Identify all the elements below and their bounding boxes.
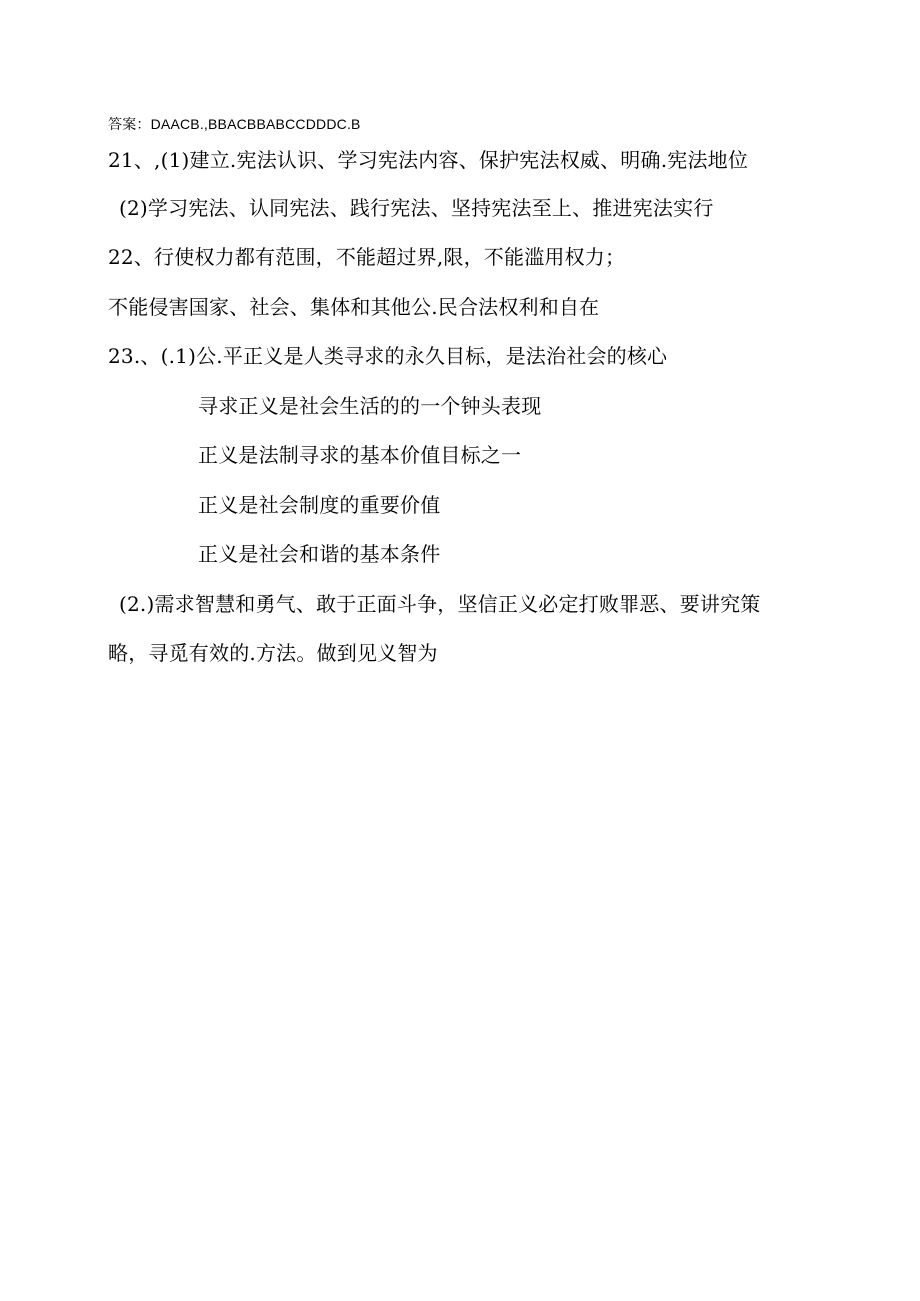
question-23-line-1: 23.、(.1)公.平正义是人类寻求的永久目标，是法治社会的核心 — [108, 344, 668, 368]
question-23-part-2-line-2: 略，寻觅有效的.方法。做到见义智为 — [108, 641, 438, 665]
question-23-point-3: 正义是社会制度的重要价值 — [198, 493, 441, 517]
question-23-point-1: 寻求正义是社会生活的的一个钟头表现 — [198, 394, 542, 418]
question-23-point-2: 正义是法制寻求的基本价值目标之一 — [198, 443, 522, 467]
question-21-line-2: (2)学习宪法、认同宪法、践行宪法、坚持宪法至上、推进宪法实行 — [119, 196, 714, 220]
question-23-part-2-line-1: (2.)需求智慧和勇气、敢于正面斗争，坚信正义必定打败罪恶、要讲究策 — [119, 592, 761, 616]
answer-key-line: 答案：DAACB.,BBACBBABCCDDDC.B — [108, 116, 361, 132]
question-22-line-1: 22、行使权力都有范围，不能超过界,限，不能滥用权力； — [108, 245, 626, 269]
question-22-line-2: 不能侵害国家、社会、集体和其他公.民合法权利和自在 — [108, 295, 600, 319]
question-23-point-4: 正义是社会和谐的基本条件 — [198, 542, 441, 566]
question-21-line-1: 21、,(1)建立.宪法认识、学习宪法内容、保护宪法权威、明确.宪法地位 — [108, 148, 749, 172]
